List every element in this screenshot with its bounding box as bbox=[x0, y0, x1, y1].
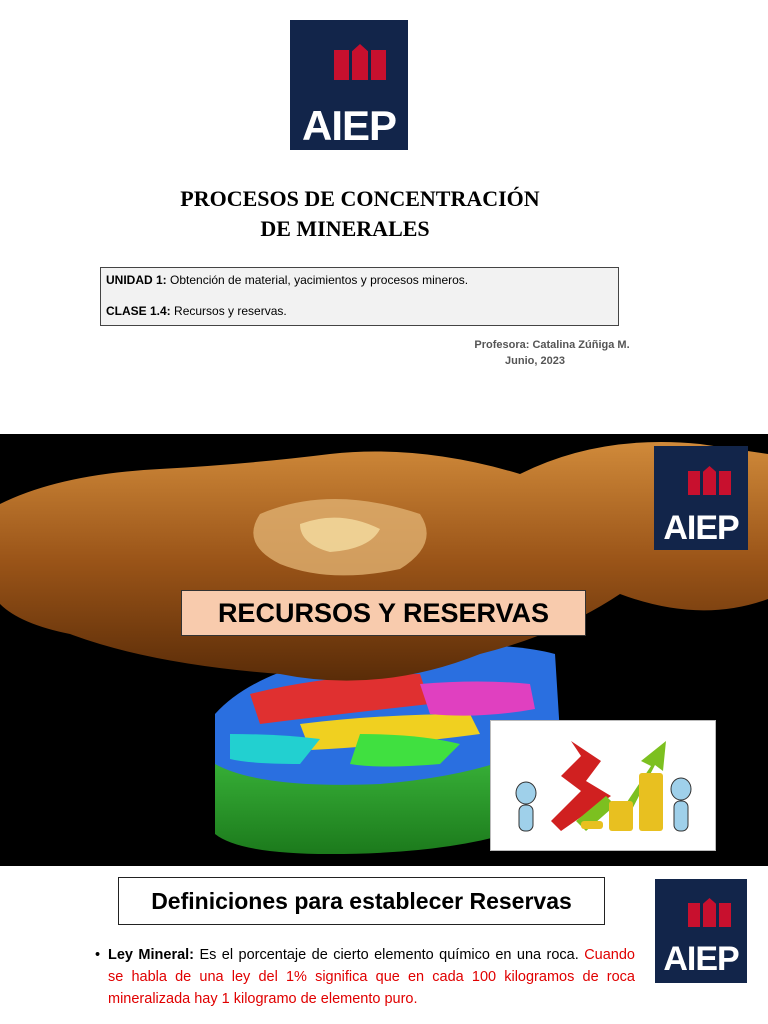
bullet-dot-icon: • bbox=[95, 947, 101, 963]
aiep-logo bbox=[654, 446, 748, 550]
logo-text: AIEP bbox=[301, 102, 397, 149]
definition-text bbox=[95, 944, 635, 1010]
course-title bbox=[140, 184, 580, 244]
definition-bullet bbox=[95, 944, 635, 1010]
logo-building-icon bbox=[352, 44, 368, 80]
logo-building-icon bbox=[703, 466, 716, 495]
definition-body: Es el porcentaje de cierto elemento químico en una roca. bbox=[194, 947, 585, 963]
logo-text: AIEP bbox=[663, 509, 739, 547]
logo-building-icon bbox=[334, 50, 349, 80]
logo-building-icon bbox=[719, 471, 731, 495]
growth-chart-cartoon-icon bbox=[490, 720, 716, 851]
clase-row bbox=[106, 304, 613, 318]
teacher-info bbox=[430, 337, 640, 369]
aiep-logo bbox=[290, 20, 408, 150]
unidad-text: Obtención de material, yacimientos y procesos mineros. bbox=[166, 273, 469, 287]
definitions-title: Definiciones para establecer Reservas bbox=[118, 877, 605, 925]
clase-text: Recursos y reservas. bbox=[170, 304, 287, 318]
logo-building-icon bbox=[371, 50, 386, 80]
unidad-row bbox=[106, 273, 613, 287]
logo-building-icon bbox=[688, 903, 700, 927]
logo-building-icon bbox=[719, 903, 731, 927]
teacher-name: Profesora: Catalina Zúñiga M. bbox=[474, 339, 630, 351]
clase-label: CLASE 1.4: bbox=[106, 304, 171, 318]
definition-highlight: Cuando se habla de una ley del 1% significa que en cada 100 kilogramos de roca mineralizada hay 1 kilogramo de elemento puro. bbox=[108, 947, 635, 1007]
aiep-logo bbox=[655, 879, 747, 983]
definition-term: Ley Mineral: bbox=[108, 947, 195, 963]
slide-banner: RECURSOS Y RESERVAS bbox=[181, 590, 586, 636]
unidad-label: UNIDAD 1: bbox=[106, 273, 167, 287]
logo-text: AIEP bbox=[663, 940, 739, 978]
logo-building-icon bbox=[703, 898, 716, 927]
course-title-line2: DE MINERALES bbox=[260, 216, 430, 241]
class-info-box bbox=[100, 267, 619, 326]
slide-recursos bbox=[0, 434, 768, 866]
date: Junio, 2023 bbox=[505, 355, 565, 367]
logo-building-icon bbox=[688, 471, 700, 495]
course-title-line1: PROCESOS DE CONCENTRACIÓN bbox=[180, 186, 540, 211]
